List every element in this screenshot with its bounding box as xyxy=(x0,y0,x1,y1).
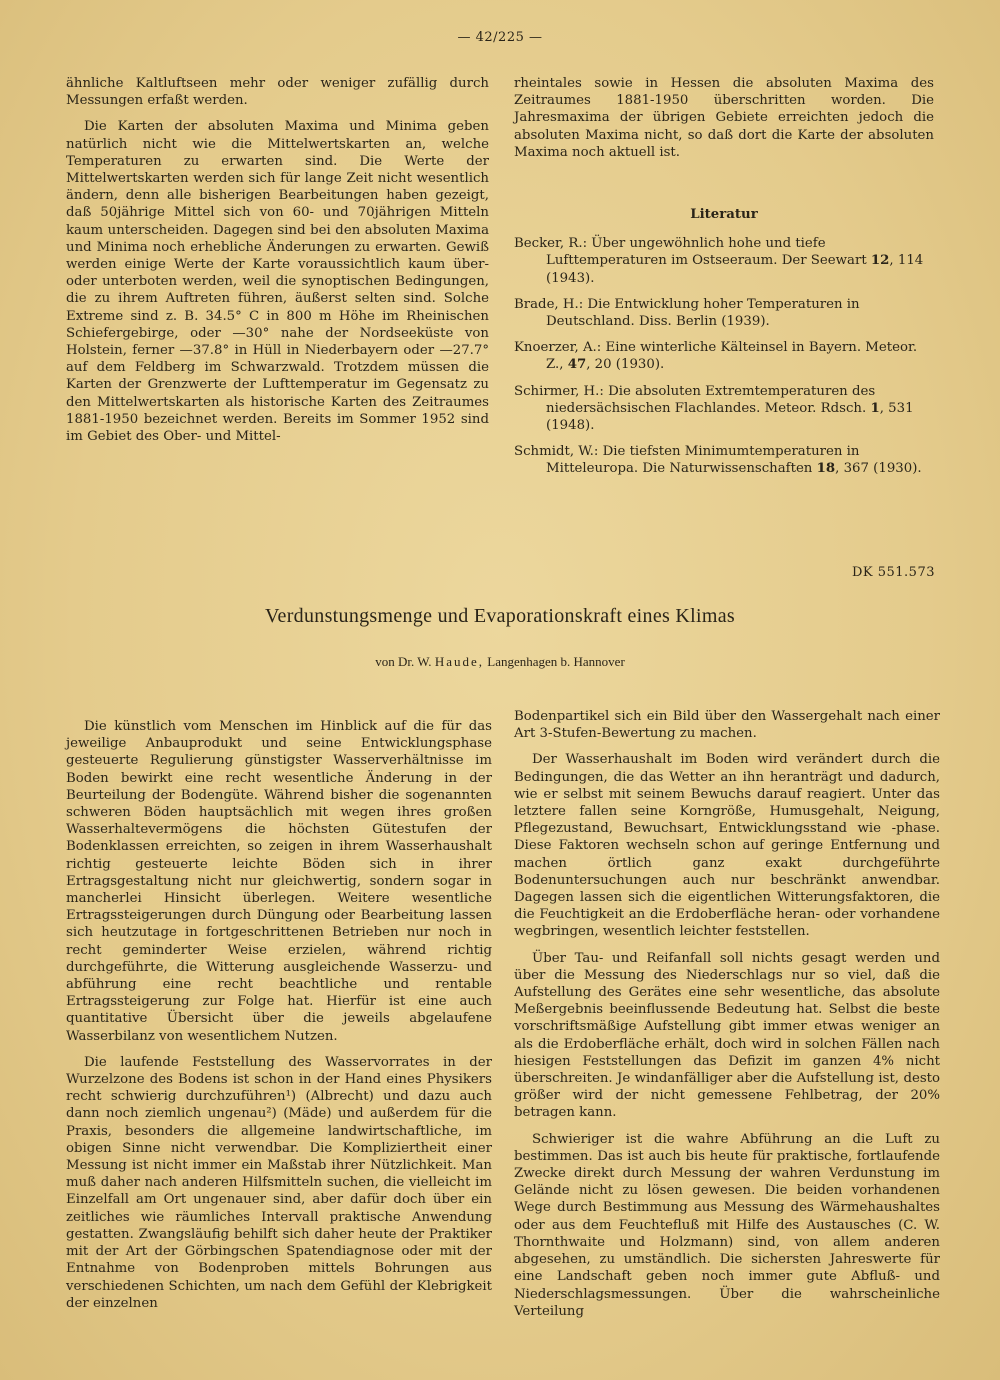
bottom-right-column xyxy=(514,708,940,1329)
paragraph: Bodenpartikel sich ein Bild über den Wassergehalt nach einer Art 3-Stufen-Bewertung zu machen. xyxy=(514,709,940,742)
paragraph: Die künstlich vom Menschen im Hinblick auf die für das jeweilige Anbauprodukt und seine Entwicklungsphase gesteuerte Regulierung günstigster Wasserverhältnisse im Boden bewirkt eine recht wesentliche Änderung in der Beurteilung der Bodengüte. Während bisher die sogenannten schweren Böden hauptsächlich mit wegen ihres großen Wasserhaltevermögens die höchsten Gütestufen der Bodenklassen erreichten, so zeigen in ihrem Wasserhaushalt richtig gesteuerte leichte Böden sich in ihrer Ertragsgestaltung nicht nur gleichwertig, sondern sogar in mancherlei Hinsicht überlegen. Weitere wesentliche Ertragssteigerungen durch Düngung oder Bearbeitung lassen sich heutzutage in fortgeschrittenen Betrieben nur noch in recht geminderter Weise erzielen, während richtig durchgeführte, die Witterung ausgleichende Wasserzu- und abführung eine recht beachtliche und rentable Ertragssteigerung zur Folge hat. Hierfür ist eine auch quantitative Übersicht über die jeweils abgelaufene Wasserbilanz von wesentlichem Nutzen. xyxy=(66,719,492,1044)
paragraph: ähnliche Kaltluftseen mehr oder weniger zufällig durch Messungen erfaßt werden. xyxy=(66,76,489,109)
paragraph: Die laufende Feststellung des Wasservorrates in der Wurzelzone des Bodens ist schon in der Hand eines Physikers recht schwierig durchzuführen¹) (Albrecht) und dazu auch dann noch ziemlich ungenau²) (Mäde) und außerdem für die Praxis, besonders die allgemeine landwirtschaftliche, im obigen Sinne nicht verwendbar. Die Kompliziertheit einer Messung ist nicht immer ein Maßstab ihrer Nützlichkeit. Man muß daher nach anderen Hilfsmitteln suchen, die vielleicht im Einzelfall am Ort ungenauer sind, aber dafür doch über ein zeitliches wie räumliches Intervall praktische Anwendung gestatten. Zwangsläufig behilft sich daher heute der Praktiker mit der Art der Görbingschen Spatendiagnose oder mit der Entnahme von Bodenproben mittels Bohrungen aus verschiedenen Schichten, um nach dem Gefühl der Klebrigkeit der einzelnen xyxy=(66,1054,492,1311)
literature-heading: Literatur xyxy=(690,207,758,223)
top-right-column xyxy=(514,75,934,487)
paragraph: Die Karten der absoluten Maxima und Minima geben natürlich nicht wie die Mittelwertskarten an, welche Temperaturen zu erwarten sind. Die Werte der Mittelwertskarten werden sich für lange Zeit nicht wesentlich ändern, denn alle bisherigen Bearbeitungen haben gezeigt, daß 50jährige Mittel sich von 60- und 70jährigen Mitteln kaum unterscheiden. Dagegen sind bei den absoluten Maxima und Minima noch erhebliche Änderungen zu erwarten. Gewiß werden einige Werte der Karte voraussichtlich kaum über- oder unterboten werden, weil die synoptischen Bedingungen, die zu ihrem Auftreten führen, äußerst selten sind. Solche Extreme sind z. B. 34.5° C in 800 m Höhe im Rheinischen Schiefergebirge, oder —30° nahe der Nordseeküste von Holstein, ferner —37.8° in Hüll in Niederbayern oder —27.7° auf dem Feldberg im Schwarzwald. Trotzdem müssen die Karten der Grenzwerte der Lufttemperatur im Gegensatz zu den Mittelwertskarten als historische Karten des Zeitraumes 1881-1950 bezeichnet werden. Bereits im Sommer 1952 sind im Gebiet des Ober- und Mittel- xyxy=(66,119,489,445)
reference-item: Schirmer, H.: Die absoluten Extremtemperaturen des niedersächsischen Flachlandes. Meteor. Rdsch. 1, 531 (1948). xyxy=(514,383,914,434)
paragraph: rheintales sowie in Hessen die absoluten Maxima des Zeitraumes 1881-1950 überschritten worden. Die Jahresmaxima der übrigen Gebiete erreichten jedoch die absoluten Maxima nicht, so daß dort die Karte der absoluten Maxima noch aktuell ist. xyxy=(514,76,934,160)
author-surname: Haude, xyxy=(434,654,484,669)
page-number: — 42/225 — xyxy=(457,30,543,45)
classification-code: DK 551.573 xyxy=(851,565,935,580)
byline-prefix: von Dr. W. xyxy=(375,654,432,669)
bottom-left-column xyxy=(66,718,492,1321)
reference-item: Becker, R.: Über ungewöhnlich hohe und tiefe Lufttemperaturen im Ostseeraum. Der Seewart 12, 114 (1943). xyxy=(514,236,924,286)
byline-suffix: Langenhagen b. Hannover xyxy=(487,654,625,669)
article-byline xyxy=(0,654,1000,670)
reference-item: Schmidt, W.: Die tiefsten Minimumtemperaturen in Mitteleuropa. Die Naturwissenschaften 18, 367 (1930). xyxy=(514,444,922,477)
paragraph: Der Wasserhaushalt im Boden wird verändert durch die Bedingungen, die das Wetter an ihn heranträgt und dadurch, wie er selbst mit seinem Bewuchs darauf reagiert. Unter das letztere fallen seine Korngröße, Humusgehalt, Neigung, Pflegezustand, Bewuchsart, Entwicklungsstand wie -phase. Diese Faktoren wechseln schon auf geringe Entfernung und machen örtlich ganz exakt durchgeführte Bodenuntersuchungen auch nur beschränkt anwendbar. Dagegen lassen sich die eigentlichen Witterungsfaktoren, die die Feuchtigkeit an die Erdoberfläche heran- oder vorhandene wegbringen, wesentlich leichter feststellen. xyxy=(514,752,940,940)
paragraph: Schwieriger ist die wahre Abführung an die Luft zu bestimmen. Das ist auch bis heute für praktische, fortlaufende Zwecke direkt durch Messung der wahren Verdunstung im Gelände nicht zu lösen gewesen. Die beiden vorhandenen Wege durch Bestimmung aus Messung des Wärmehaushaltes oder aus dem Feuchtefluß mit Hilfe des Austausches (C. W. Thornthwaite und Holzmann) sind, von allem anderen abgesehen, zu umständlich. Die sichersten Jahreswerte für eine Landschaft geben noch immer gute Abfluß- und Niederschlagsmessungen. Über die wahrscheinliche Verteilung xyxy=(514,1131,940,1319)
article-title: Verdunstungsmenge und Evaporationskraft eines Klimas xyxy=(265,605,735,627)
top-left-column xyxy=(66,75,489,454)
paragraph: Über Tau- und Reifanfall soll nichts gesagt werden und über die Messung des Niederschlags nur so viel, daß die Aufstellung des Gerätes eine sehr wesentliche, das absolute Meßergebnis beeinflussende Bedeutung hat. Selbst die beste vorschriftsmäßige Aufstellung gibt immer etwas weniger an als die Erdoberfläche erhält, doch wird in solchen Fällen nach hiesigen Feststellungen das Defizit im ganzen 4% nicht überschreiten. Je windanfälliger aber die Aufstellung ist, desto größer wird der nicht gemessene Fehlbetrag, der 20% betragen kann. xyxy=(514,950,940,1121)
reference-item: Knoerzer, A.: Eine winterliche Kälteinsel in Bayern. Meteor. Z., 47, 20 (1930). xyxy=(514,340,918,373)
reference-item: Brade, H.: Die Entwicklung hoher Temperaturen in Deutschland. Diss. Berlin (1939). xyxy=(514,296,860,330)
